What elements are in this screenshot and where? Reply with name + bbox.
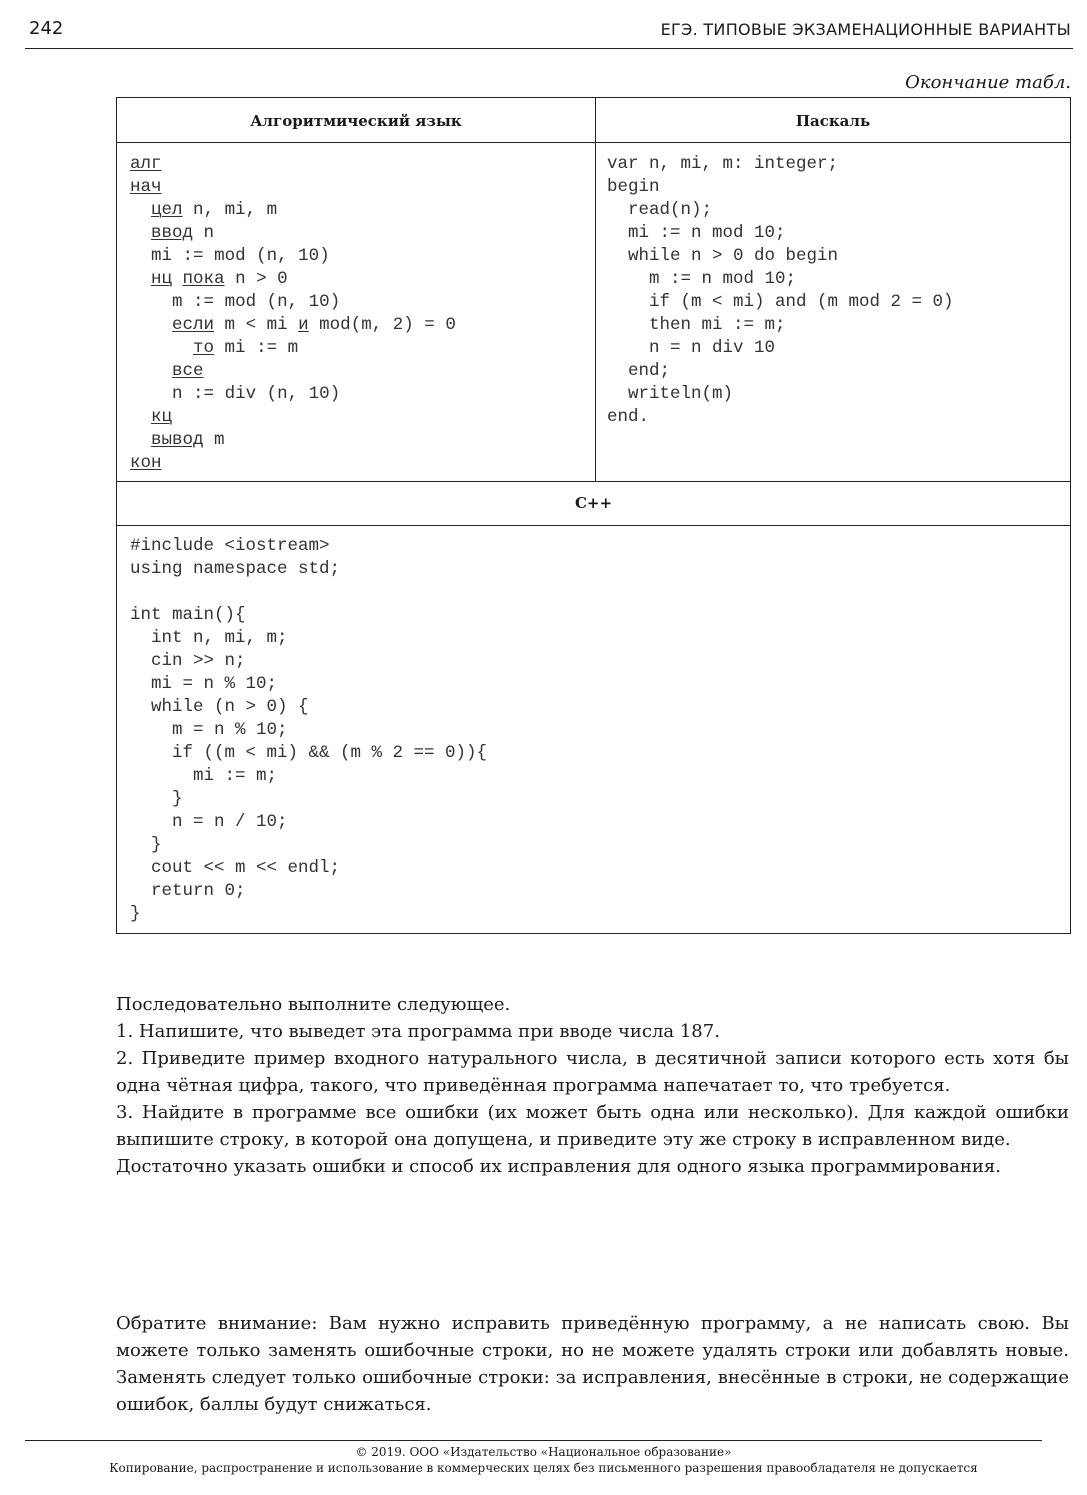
- task-intro: Последовательно выполните следующее.: [116, 994, 511, 1015]
- code-line: return 0;: [130, 881, 246, 901]
- code-line: все: [172, 361, 204, 381]
- code-line: begin: [607, 177, 660, 197]
- code-line: then mi := m;: [607, 315, 786, 335]
- task-note-one-language: Достаточно указать ошибки и способ их исправления для одного языка программирования.: [116, 1156, 1001, 1177]
- code-line: int main(){: [130, 605, 246, 625]
- task-item-3: 3. Найдите в программе все ошибки (их может быть одна или несколько). Для каждой ошибки выпишите строку, в которой она допущена, и приведите эту же строку в исправленном виде.: [116, 1102, 1069, 1150]
- code-line: m = n % 10;: [130, 720, 288, 740]
- code-line: вывод m: [151, 430, 225, 450]
- code-line: cout << m << endl;: [130, 858, 341, 878]
- code-line: if ((m < mi) && (m % 2 == 0)){: [130, 743, 488, 763]
- code-line: цел n, mi, m: [151, 200, 278, 220]
- code-line: n = n / 10;: [130, 812, 288, 832]
- code-line: кон: [130, 453, 162, 473]
- code-line: writeln(m): [607, 384, 734, 404]
- column-divider: [595, 98, 596, 481]
- code-line: if (m < mi) and (m mod 2 = 0): [607, 292, 954, 312]
- pascal-code-block: [607, 153, 954, 429]
- code-comparison-table: [116, 97, 1071, 934]
- cpp-code-block: [130, 535, 487, 926]
- code-line: ввод n: [151, 223, 215, 243]
- header-row-divider: [117, 142, 1070, 143]
- code-line: using namespace std;: [130, 559, 341, 579]
- code-line: }: [130, 789, 183, 809]
- code-line: }: [130, 904, 141, 924]
- page-number: 242: [29, 18, 64, 39]
- algo-column-header: Алгоритмический язык: [250, 112, 462, 130]
- footer-copyright: © 2019. ООО «Издательство «Национальное образование»: [355, 1445, 732, 1459]
- code-line: n := div (n, 10): [172, 384, 341, 404]
- task-item-2: 2. Приведите пример входного натурального числа, в десятичной записи которого есть хотя бы одна чётная цифра, такого, что приведённая программа напечатает то, что требуется.: [116, 1048, 1069, 1096]
- code-line: while (n > 0) {: [130, 697, 309, 717]
- code-line: m := mod (n, 10): [172, 292, 341, 312]
- attention-text: Обратите внимание: Вам нужно исправить приведённую программу, а не написать свою. Вы можете только заменять ошибочные строки, но не можете удалять строки или добавлять новые. Заменять следует только ошибочные строки: за исправления, внесённые в строки, не содержащие ошибок, баллы будут снижаться.: [116, 1313, 1069, 1415]
- code-line: read(n);: [607, 200, 713, 220]
- code-line: mi := n mod 10;: [607, 223, 786, 243]
- task-text: [116, 991, 1069, 1180]
- code-line: алг: [130, 154, 162, 174]
- code-line: int n, mi, m;: [130, 628, 288, 648]
- code-line: кц: [151, 407, 173, 427]
- cpp-header-top-divider: [117, 481, 1070, 482]
- code-line: mi := mod (n, 10): [151, 246, 330, 266]
- code-line: end.: [607, 407, 650, 427]
- header-divider: [25, 48, 1073, 49]
- code-line: }: [130, 835, 162, 855]
- code-line: [130, 581, 487, 604]
- pascal-column-header: Паскаль: [795, 112, 871, 130]
- code-line: mi = n % 10;: [130, 674, 278, 694]
- table-caption: Окончание табл.: [905, 72, 1071, 93]
- cpp-header-bottom-divider: [117, 525, 1070, 526]
- code-line: нач: [130, 177, 162, 197]
- code-line: если m < mi и mod(m, 2) = 0: [172, 315, 456, 335]
- code-line: cin >> n;: [130, 651, 246, 671]
- task-item-1: 1. Напишите, что выведет эта программа при вводе числа 187.: [116, 1021, 720, 1042]
- attention-note: [116, 1310, 1069, 1418]
- code-line: нц пока n > 0: [151, 269, 288, 289]
- code-line: end;: [607, 361, 671, 381]
- code-line: while n > 0 do begin: [607, 246, 839, 266]
- running-header-title: ЕГЭ. ТИПОВЫЕ ЭКЗАМЕНАЦИОННЫЕ ВАРИАНТЫ: [660, 20, 1071, 39]
- algo-code-block: [130, 153, 456, 475]
- code-line: mi := m;: [130, 766, 278, 786]
- footer-divider: [25, 1440, 1042, 1441]
- code-line: m := n mod 10;: [607, 269, 797, 289]
- code-line: то mi := m: [193, 338, 299, 358]
- cpp-section-header: C++: [574, 494, 613, 512]
- footer-legal-notice: Копирование, распространение и использование в коммерческих целях без письменного разрешения правообладателя не допускается: [109, 1461, 978, 1475]
- code-line: n = n div 10: [607, 338, 776, 358]
- code-line: var n, mi, m: integer;: [607, 154, 839, 174]
- code-line: #include <iostream>: [130, 536, 330, 556]
